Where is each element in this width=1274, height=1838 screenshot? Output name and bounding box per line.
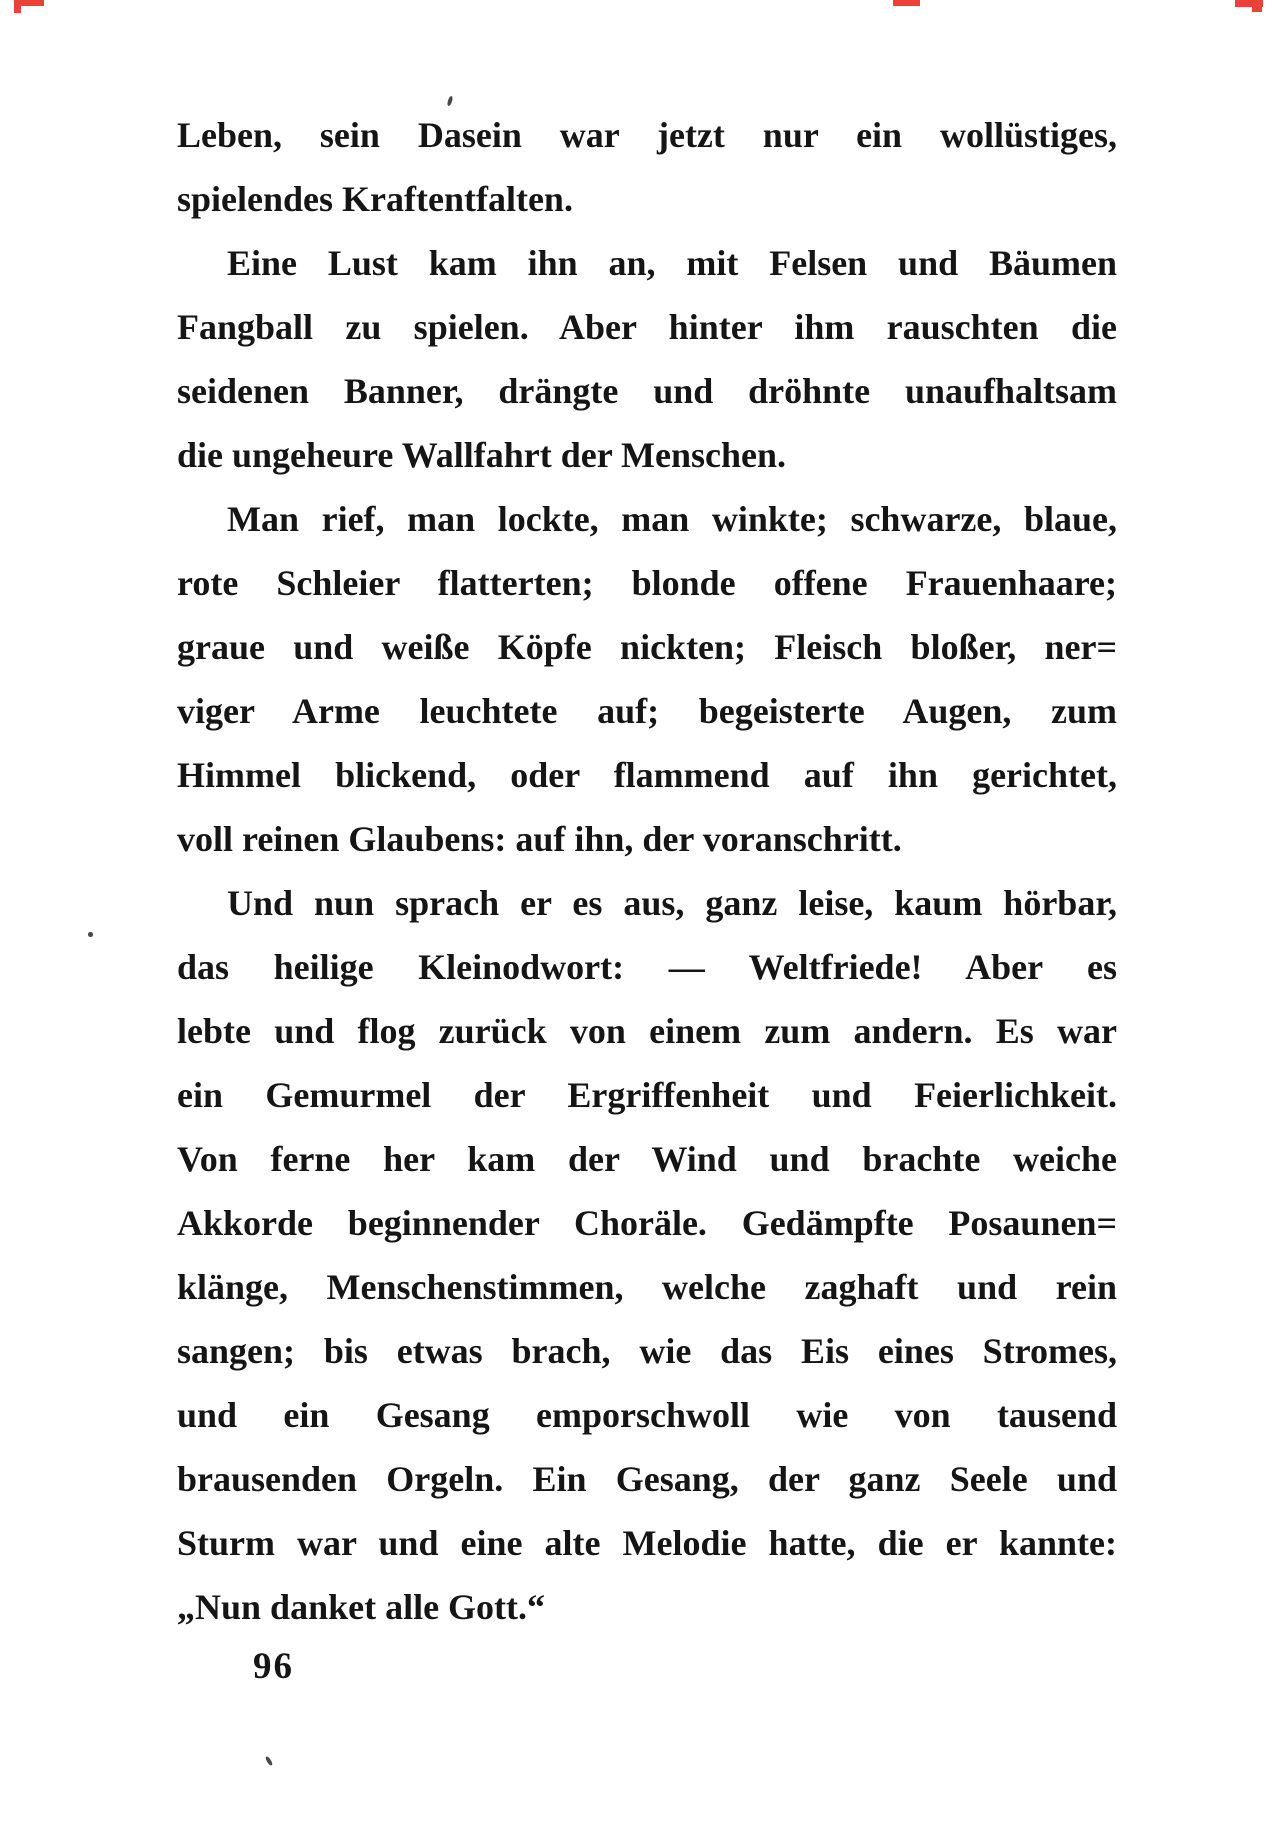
text-line: Von ferne her kam der Wind und brachte weiche (177, 1139, 1117, 1179)
text-line: Himmel blickend, oder flammend auf ihn gerichtet, (177, 755, 1117, 795)
text-line: ein Gemurmel der Ergriffenheit und Feierlichkeit. (177, 1075, 1117, 1115)
text-line: rote Schleier flatterten; blonde offene Frauenhaare; (177, 563, 1117, 603)
text-line: brausenden Orgeln. Ein Gesang, der ganz Seele und (177, 1459, 1117, 1499)
text-line: klänge, Menschenstimmen, welche zaghaft und rein (177, 1267, 1117, 1307)
text-line: sangen; bis etwas brach, wie das Eis eines Stromes, (177, 1331, 1117, 1371)
text-line: Man rief, man lockte, man winkte; schwarze, blaue, (227, 499, 1117, 539)
text-line: und ein Gesang emporschwoll wie von tausend (177, 1395, 1117, 1435)
red-scan-mark (14, 0, 21, 13)
text-line: seidenen Banner, drängte und dröhnte unaufhaltsam (177, 371, 1117, 411)
text-line: Fangball zu spielen. Aber hinter ihm rauschten die (177, 307, 1117, 347)
scan-speck (88, 932, 93, 937)
red-scan-mark (893, 0, 920, 6)
text-line: voll reinen Glaubens: auf ihn, der voranschritt. (177, 819, 902, 859)
page-number: 96 (253, 1646, 294, 1687)
text-line: Eine Lust kam ihn an, mit Felsen und Bäumen (227, 243, 1117, 283)
text-line: Akkorde beginnender Choräle. Gedämpfte Posaunen= (177, 1203, 1117, 1243)
text-line: lebte und flog zurück von einem zum andern. Es war (177, 1011, 1117, 1051)
scan-speck (265, 1756, 274, 1767)
red-scan-mark (1235, 0, 1263, 7)
text-line: das heilige Kleinodwort: — Weltfriede! Aber es (177, 947, 1117, 987)
text-line: graue und weiße Köpfe nickten; Fleisch bloßer, ner= (177, 627, 1117, 667)
text-line: „Nun danket alle Gott.“ (177, 1587, 546, 1627)
text-line: die ungeheure Wallfahrt der Menschen. (177, 435, 787, 475)
text-line: spielendes Kraftentfalten. (177, 179, 573, 219)
page-text (177, 103, 1117, 1639)
text-line: viger Arme leuchtete auf; begeisterte Augen, zum (177, 691, 1117, 731)
red-scan-mark (1252, 7, 1262, 12)
text-line: Sturm war und eine alte Melodie hatte, die er kannte: (177, 1523, 1117, 1563)
text-line: Und nun sprach er es aus, ganz leise, kaum hörbar, (227, 883, 1117, 923)
text-line: Leben, sein Dasein war jetzt nur ein wollüstiges, (177, 115, 1117, 155)
